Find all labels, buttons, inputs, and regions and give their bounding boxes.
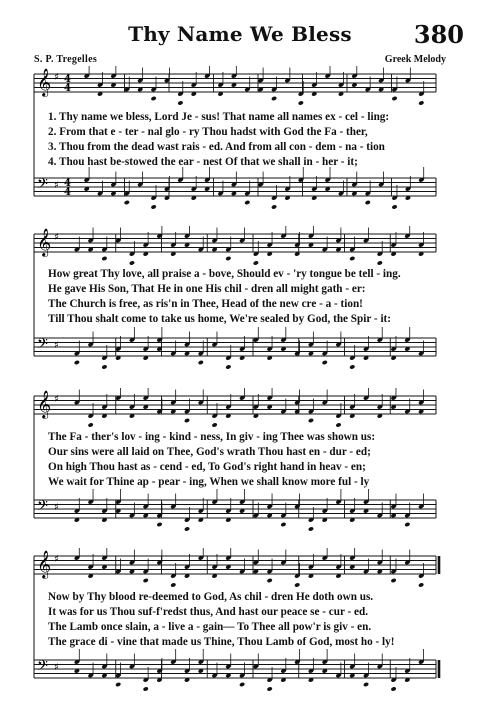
tune-credit: Greek Melody: [384, 54, 446, 65]
hymn-title: Thy Name We Bless: [128, 22, 352, 46]
note-head: [404, 522, 410, 527]
bass-clef-icon: 𝄢: [37, 658, 48, 678]
note-head: [280, 522, 286, 527]
verse-line: He gave His Son, That He in one His chil - dren all might gath - er:: [48, 283, 366, 295]
sharp-icon: ♯: [54, 232, 59, 243]
note-head: [390, 578, 396, 583]
note-head: [390, 686, 396, 691]
bass-clef-icon: 𝄢: [37, 336, 48, 356]
note-head: [151, 96, 157, 101]
note-head: [377, 260, 383, 265]
hymn-number: 380: [413, 20, 464, 49]
note-head: [294, 582, 300, 587]
verse-line: The Fa - ther's lov - ing - kind - ness, In giv - ing Thee was shown us:: [48, 431, 376, 443]
note-head: [170, 582, 176, 587]
note-head: [143, 686, 149, 691]
bass-clef-icon: 𝄢: [37, 176, 48, 196]
treble-clef-icon: 𝄞: [37, 390, 52, 418]
note-head: [308, 526, 314, 531]
note-head: [365, 200, 371, 205]
verse-line: 1. Thy name we bless, Lord Je - sus! That name all names ex - cel - ling:: [48, 111, 390, 123]
bass-clef-icon: 𝄢: [37, 498, 48, 518]
note-head: [184, 418, 190, 423]
verse-line: Now by Thy blood re-deemed to God, As chil - dren He doth own us.: [48, 591, 374, 603]
note-head: [184, 526, 190, 531]
note-head: [271, 204, 277, 209]
note-head: [322, 360, 328, 365]
verse-line: 2. From that e - ter - nal glo - ry Thou hadst with God the Fa - ther,: [48, 126, 368, 138]
note-head: [244, 200, 250, 205]
verse-line: 3. Thou from the dead wast rais - ed. And from all con - dem - na - tion: [48, 141, 385, 153]
verse-line: On high Thou hast as - cend - ed, To God's right hand in heav - en;: [48, 461, 366, 473]
note-head: [143, 578, 149, 583]
sharp-icon: ♯: [54, 502, 59, 513]
note-head: [391, 96, 397, 101]
note-head: [363, 682, 369, 687]
time-signature-icon: 4: [64, 83, 71, 94]
note-head: [239, 682, 245, 687]
note-head: [308, 418, 314, 423]
sharp-icon: ♯: [54, 394, 59, 405]
note-head: [129, 260, 135, 265]
note-head: [124, 200, 130, 205]
verse-line: How great Thy love, all praise a - bove, Should ev - 'ry tongue be tell - ing.: [48, 268, 401, 280]
sharp-icon: ♯: [54, 180, 59, 191]
note-head: [115, 682, 121, 687]
verse-line: Our sins were all laid on Thee, God's wrath Thou hast en - dur - ed;: [48, 446, 371, 458]
treble-clef-icon: 𝄞: [37, 550, 52, 578]
note-head: [177, 100, 183, 105]
note-head: [156, 522, 162, 527]
note-head: [267, 686, 273, 691]
note-head: [267, 578, 273, 583]
sharp-icon: ♯: [54, 340, 59, 351]
time-signature-icon: 4: [64, 74, 71, 85]
verse-line: The Lamb once slain, a - live a - gain— To Thee all pow'r is giv - en.: [48, 621, 372, 633]
note-head: [101, 364, 107, 369]
verse-line: It was for us Thou suf-f'redst thus, And hast our peace se - cur - ed.: [48, 606, 369, 618]
time-signature-icon: 4: [64, 178, 71, 189]
note-head: [271, 96, 277, 101]
note-head: [391, 204, 397, 209]
treble-clef-icon: 𝄞: [37, 228, 52, 256]
sharp-icon: ♯: [54, 554, 59, 565]
note-head: [225, 256, 231, 261]
treble-clef-icon: 𝄞: [37, 68, 52, 96]
note-head: [151, 204, 157, 209]
note-head: [88, 422, 94, 427]
note-head: [349, 364, 355, 369]
author-credit: S. P. Tregelles: [34, 54, 98, 65]
verse-line: 4. Thou hast be-stowed the ear - nest Of that we shall in - her - it;: [48, 156, 358, 168]
verse-line: Till Thou shalt come to take us home, We're sealed by God, the Spir - it:: [48, 313, 392, 325]
note-head: [225, 364, 231, 369]
note-head: [253, 260, 259, 265]
note-head: [198, 360, 204, 365]
note-head: [211, 422, 217, 427]
sharp-icon: ♯: [54, 72, 59, 83]
note-head: [418, 100, 424, 105]
note-head: [101, 256, 107, 261]
time-signature-icon: 4: [64, 187, 71, 198]
sharp-icon: ♯: [54, 662, 59, 673]
verse-line: We wait for Thine ap - pear - ing, When we shall know more ful - ly: [48, 476, 370, 488]
note-head: [335, 422, 341, 427]
note-head: [74, 360, 80, 365]
note-head: [418, 582, 424, 587]
verse-line: The Church is free, as ris'n in Thee, Head of the new cre - a - tion!: [48, 298, 363, 310]
note-head: [349, 256, 355, 261]
note-head: [298, 100, 304, 105]
verse-line: The grace di - vine that made us Thine, Thou Lamb of God, most ho - ly!: [48, 636, 395, 648]
